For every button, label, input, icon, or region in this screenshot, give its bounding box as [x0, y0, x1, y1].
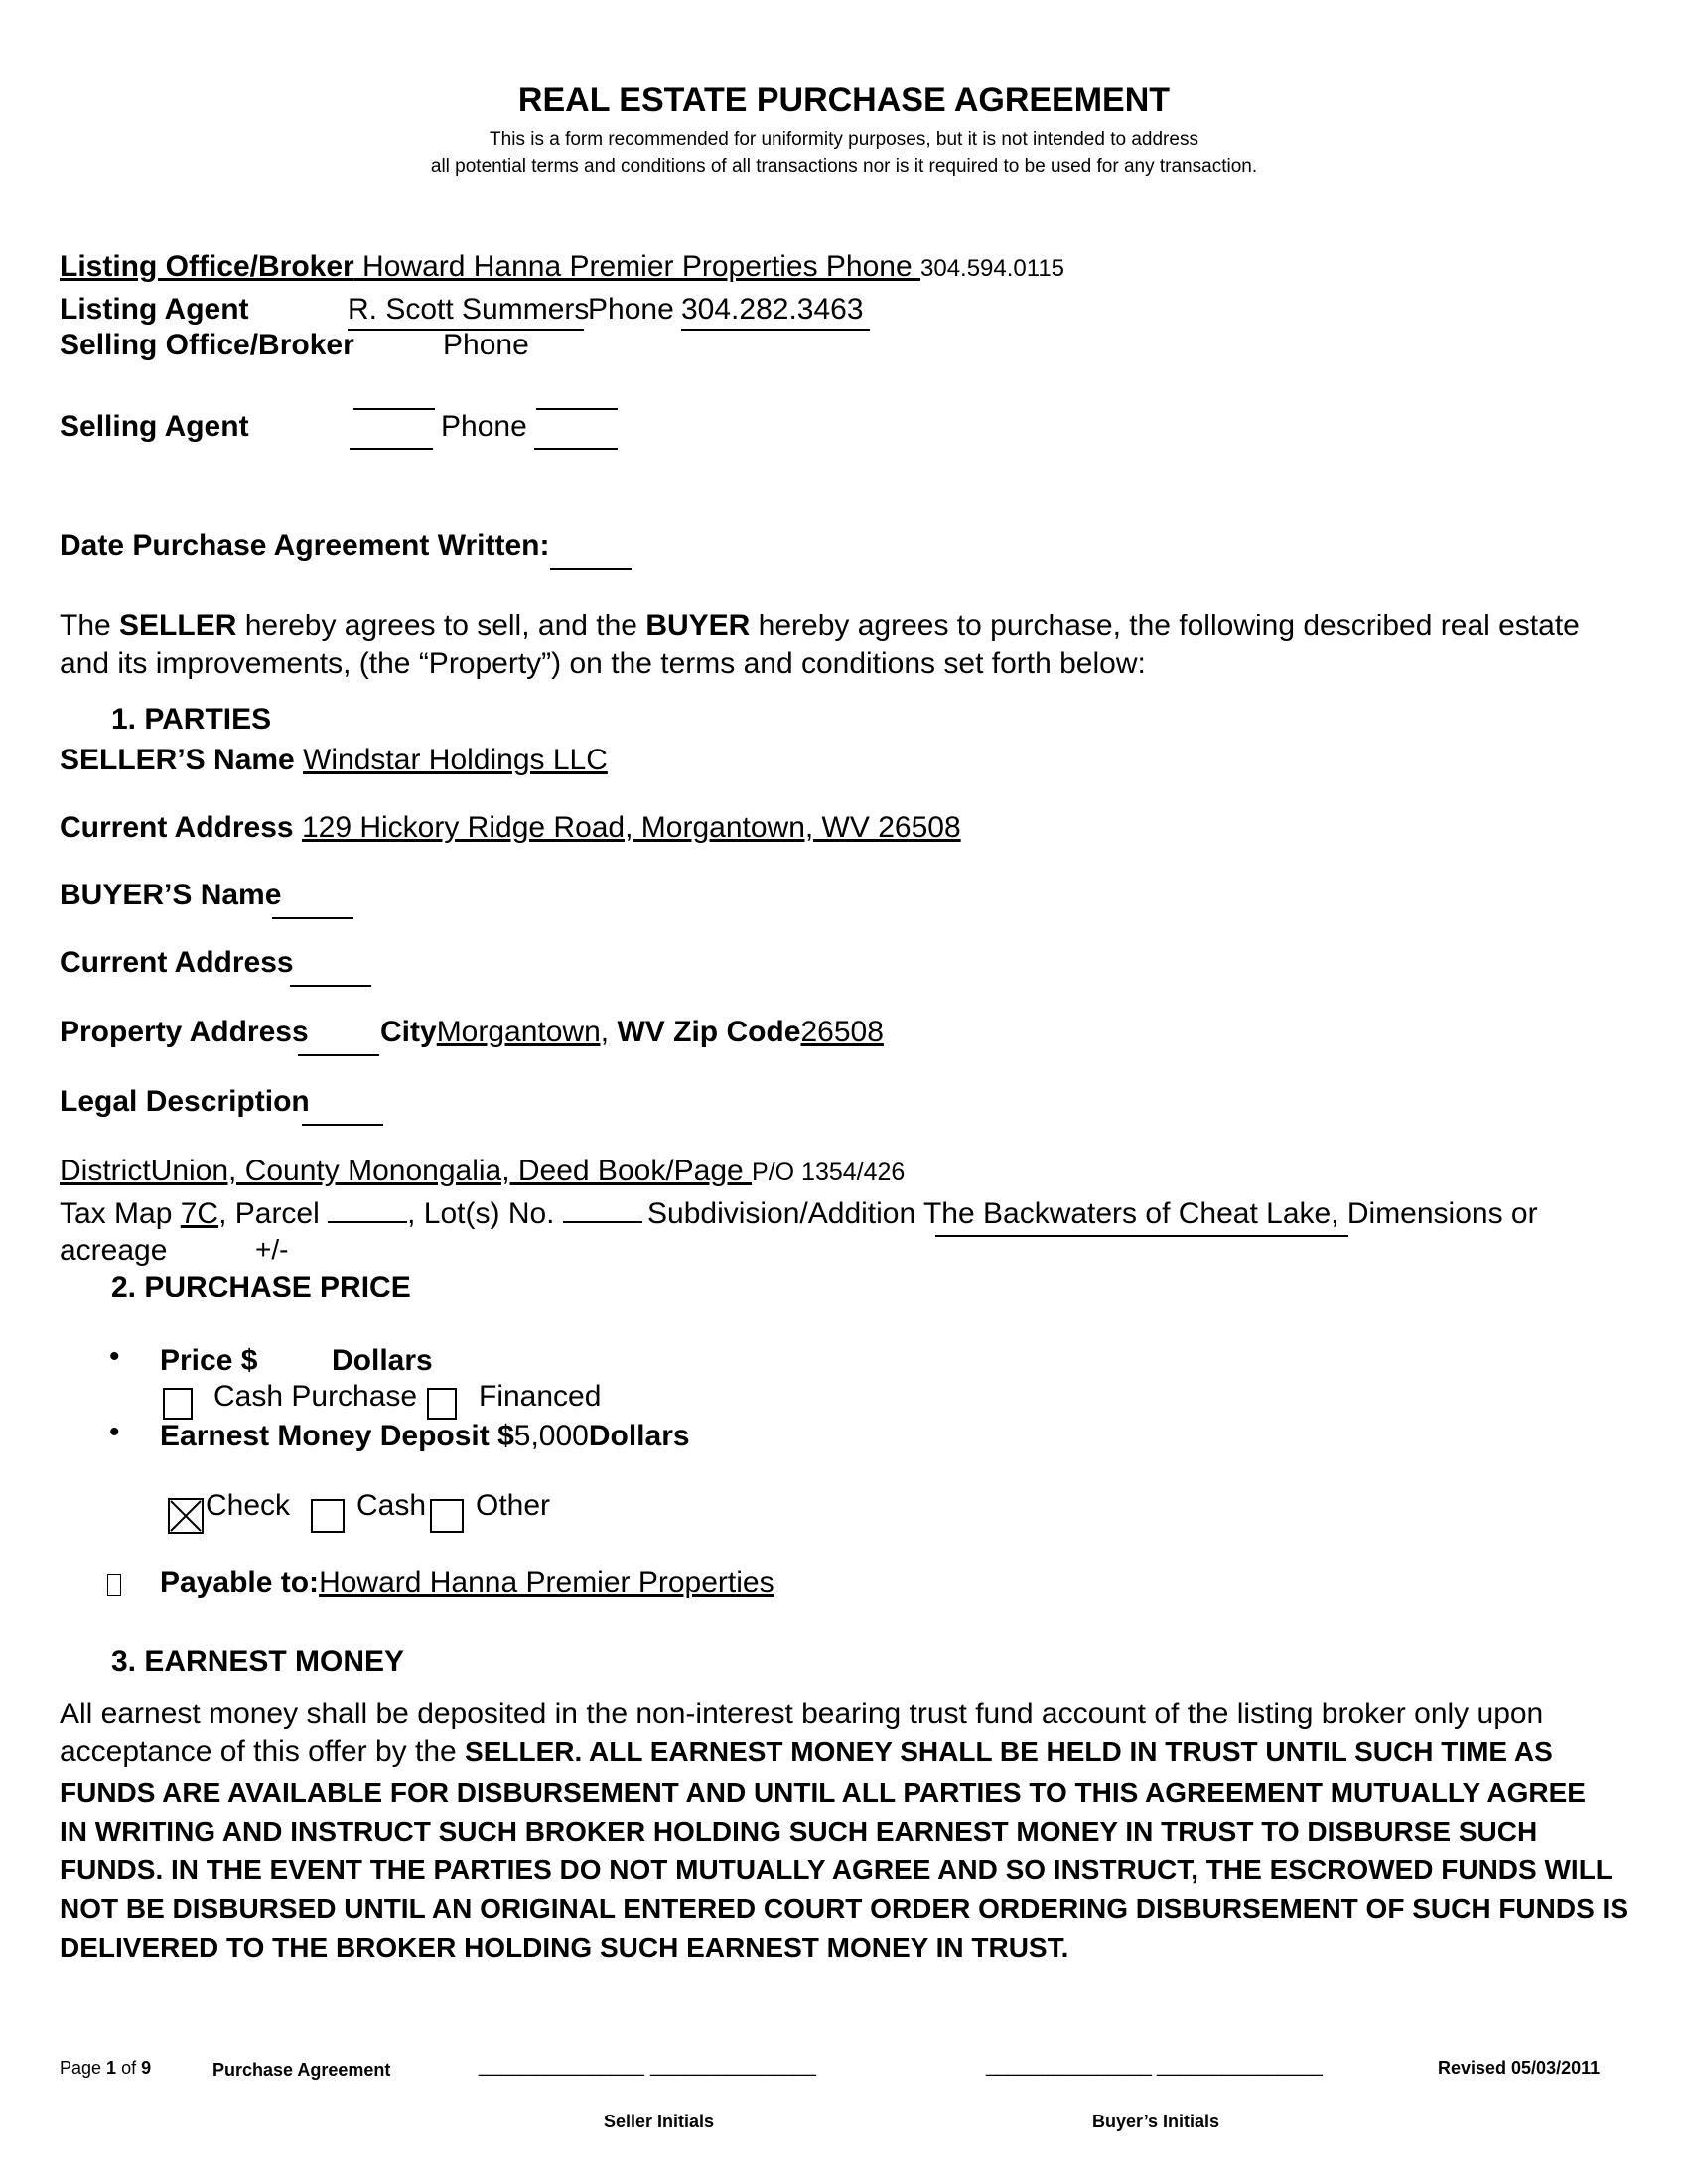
subdivision-row — [647, 1197, 1538, 1231]
seller-name-label: SELLER’S Name — [60, 744, 295, 776]
page-title: REAL ESTATE PURCHASE AGREEMENT — [517, 81, 1171, 119]
acreage-label: acreage — [60, 1234, 168, 1267]
zip-value: 26508 — [800, 1016, 884, 1048]
page-of: of — [116, 2058, 142, 2078]
earnest-row — [160, 1420, 690, 1453]
state-zip-label: WV Zip Code — [609, 1016, 801, 1048]
seller-address-row — [60, 811, 961, 845]
listing-office-label: Listing Office/Broker — [60, 250, 354, 283]
earnest-caps-line-1: FUNDS ARE AVAILABLE FOR DISBURSEMENT AND UNTIL ALL PARTIES TO THIS AGREEMENT MUTUALLY AGREE — [60, 1777, 1586, 1808]
check-label: Check — [206, 1489, 291, 1522]
page-prefix: Page — [60, 2058, 107, 2078]
cash-purchase-checkbox[interactable] — [163, 1388, 193, 1420]
missing-glyph-bullet-icon — [107, 1574, 121, 1596]
date-written-line — [550, 568, 632, 570]
payable-value: Howard Hanna Premier Properties — [319, 1567, 774, 1599]
selling-agent-label: Selling Agent — [60, 410, 249, 443]
selling-agent-line — [350, 448, 433, 450]
buyer-name-line — [272, 917, 353, 919]
section-1-heading: 1. PARTIES — [111, 703, 272, 736]
bullet-icon: • — [109, 1340, 120, 1373]
seller-name-value: Windstar Holdings LLC — [303, 744, 608, 776]
dimensions-label: imensions or — [1368, 1197, 1538, 1230]
earnest-paragraph-bold: SELLER. ALL EARNEST MONEY SHALL BE HELD IN TRUST UNTIL SUCH TIME AS — [465, 1736, 1553, 1767]
earnest-paragraph-text: acceptance of this offer by the — [60, 1735, 466, 1768]
earnest-value: 5,000 — [513, 1420, 589, 1452]
listing-office-value: Howard Hanna Premier Properties Phone — [353, 250, 920, 283]
page-num: 1 — [106, 2058, 117, 2078]
subdivision-label: Subdivision/Addition — [647, 1197, 923, 1230]
listing-agent-phone: 304.282.3463 — [681, 293, 864, 326]
intro-text-1: The — [60, 610, 120, 642]
earnest-suffix: Dollars — [588, 1420, 690, 1452]
buyer-name-label: BUYER’S Name — [60, 879, 282, 911]
page-number — [60, 2058, 151, 2079]
acreage-suffix: +/- — [255, 1234, 289, 1265]
selling-agent-phone-line — [534, 448, 618, 450]
financed-checkbox[interactable] — [427, 1388, 457, 1420]
lot-label: , Lot(s) No. — [407, 1197, 563, 1230]
tax-map-row — [60, 1197, 642, 1231]
district-line: DistrictUnion, County Monongalia, Deed Book/Page — [60, 1155, 753, 1187]
payable-label: Payable to: — [160, 1567, 320, 1599]
price-suffix: Dollars — [332, 1344, 433, 1377]
district-row — [60, 1155, 905, 1188]
date-written-label: Date Purchase Agreement Written: — [60, 529, 550, 562]
seller-initials-label: Seller Initials — [604, 2112, 715, 2131]
tax-map-label: Tax Map — [60, 1197, 181, 1230]
intro-paragraph — [60, 608, 1628, 683]
checkmark-x-icon — [170, 1500, 202, 1532]
cash-checkbox[interactable] — [311, 1499, 345, 1533]
section-3-heading: 3. EARNEST MONEY — [111, 1645, 405, 1678]
selling-office-line — [353, 408, 435, 410]
seller-address-label: Current Address — [60, 811, 294, 844]
subdivision-underline — [935, 1235, 1348, 1237]
city-value: Morgantown, — [436, 1016, 610, 1048]
selling-office-phone-line — [536, 408, 618, 410]
bullet-icon: • — [109, 1416, 120, 1448]
intro-text-3: hereby agrees to purchase, the following described real estate and its improvements, (the “Property”) on the terms and conditions set forth below: — [60, 610, 1580, 680]
selling-office-label: Selling Office/Broker — [60, 329, 354, 361]
buyer-initials-blank-1: _______________ — [986, 2055, 1152, 2077]
seller-address-value: 129 Hickory Ridge Road, Morgantown, WV 26508 — [301, 811, 961, 844]
buyer-address-label: Current Address — [60, 946, 294, 979]
intro-seller: SELLER — [119, 610, 237, 642]
revised-date: Revised 05/03/2011 — [1438, 2058, 1601, 2078]
selling-office-phone-label: Phone — [443, 329, 529, 361]
price-label: Price $ — [160, 1344, 258, 1377]
deed-ref: P/O 1354/426 — [752, 1159, 906, 1186]
check-checkbox-checked[interactable] — [168, 1498, 204, 1534]
seller-initials-blank-2: _______________ — [650, 2055, 816, 2077]
intro-buyer: BUYER — [645, 610, 751, 642]
city-label: City — [380, 1016, 437, 1048]
cash-purchase-label: Cash Purchase — [213, 1380, 418, 1413]
earnest-paragraph-line-1: All earnest money shall be deposited in the non-interest bearing trust fund account of the listing broker only upon — [60, 1698, 1544, 1730]
listing-agent-phone-underline — [681, 329, 870, 331]
other-label: Other — [476, 1489, 551, 1522]
earnest-caps-line-2: IN WRITING AND INSTRUCT SUCH BROKER HOLDING SUCH EARNEST MONEY IN TRUST TO DISBURSE SUCH — [60, 1816, 1538, 1846]
parcel-label: , Parcel — [218, 1197, 329, 1230]
listing-office-phone: 304.594.0115 — [920, 255, 1065, 282]
footer-doc-name: Purchase Agreement — [212, 2060, 391, 2080]
seller-name-row — [60, 744, 608, 777]
seller-initials-blank-1: _______________ — [479, 2055, 644, 2077]
listing-agent-label: Listing Agent — [60, 293, 249, 326]
property-city-row — [380, 1016, 884, 1049]
listing-office-row — [60, 250, 1064, 284]
page-total: 9 — [141, 2058, 152, 2078]
subtitle-line-1: This is a form recommended for uniformity purposes, but it is not intended to address — [490, 129, 1198, 150]
selling-agent-phone-label: Phone — [441, 410, 527, 443]
legal-description-label: Legal Description — [60, 1085, 310, 1118]
earnest-caps-line-5: DELIVERED TO THE BROKER HOLDING SUCH EARNEST MONEY IN TRUST. — [60, 1932, 1069, 1963]
listing-agent-phone-label: Phone — [588, 293, 674, 326]
parcel-line — [328, 1220, 407, 1223]
subdivision-value: The Backwaters of Cheat Lake, D — [922, 1197, 1369, 1230]
tax-map-value: 7C — [180, 1197, 219, 1230]
financed-label: Financed — [479, 1380, 602, 1413]
earnest-caps-line-4: NOT BE DISBURSED UNTIL AN ORIGINAL ENTERED COURT ORDER ORDERING DISBURSEMENT OF SUCH FUNDS IS — [60, 1893, 1629, 1924]
buyer-initials-label: Buyer’s Initials — [1092, 2112, 1220, 2131]
earnest-paragraph-line-2 — [60, 1735, 1553, 1769]
other-checkbox[interactable] — [430, 1499, 464, 1533]
buyer-address-line — [290, 985, 371, 987]
property-address-line — [298, 1054, 379, 1056]
listing-agent-value: R. Scott Summers — [348, 293, 590, 326]
legal-description-line — [302, 1124, 383, 1126]
earnest-label: Earnest Money Deposit $ — [160, 1420, 514, 1452]
subtitle-line-2: all potential terms and conditions of all transactions nor is it required to be used for any transaction. — [430, 156, 1258, 177]
buyer-initials-blank-2: _______________ — [1157, 2055, 1323, 2077]
cash-label: Cash — [356, 1489, 427, 1522]
intro-text-2: hereby agrees to sell, and the — [236, 610, 646, 642]
earnest-caps-line-3: FUNDS. IN THE EVENT THE PARTIES DO NOT MUTUALLY AGREE AND SO INSTRUCT, THE ESCROWED FUNDS WILL — [60, 1854, 1613, 1885]
section-2-heading: 2. PURCHASE PRICE — [111, 1271, 411, 1303]
property-address-label: Property Address — [60, 1016, 309, 1048]
lot-line — [563, 1220, 642, 1223]
payable-row — [160, 1567, 774, 1600]
